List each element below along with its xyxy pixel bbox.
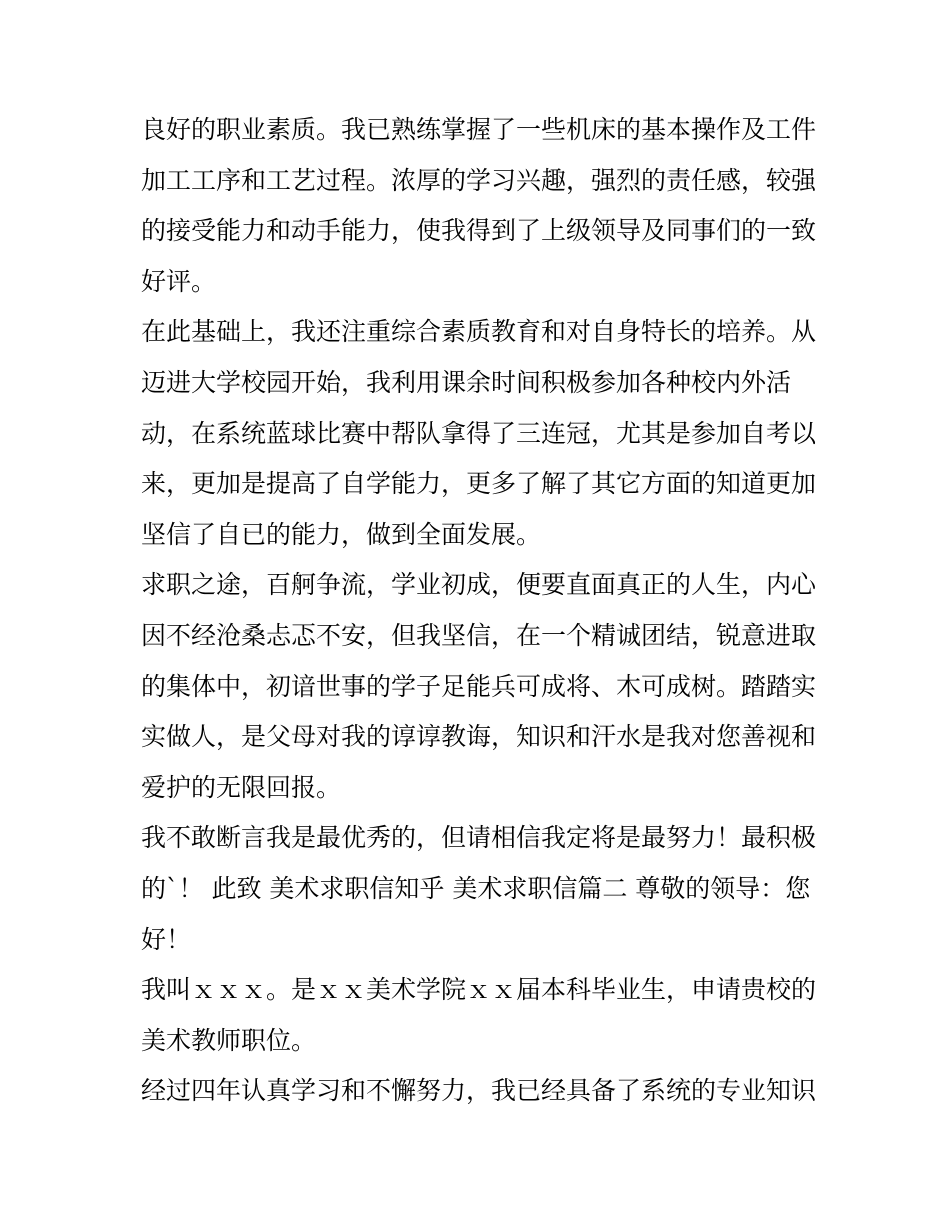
paragraph-5 <box>141 965 831 1066</box>
text-line: 在此基础上，我还注重综合素质教育和对自身特长的培养。从 <box>141 317 817 347</box>
text-line: 爱护的无限回报。 <box>141 772 342 802</box>
text-line: 坚信了自已的能力，做到全面发展。 <box>141 519 542 549</box>
text-line: 求职之途，百舸争流，学业初成，便要直面真正的人生，内心 <box>141 570 817 600</box>
text-line: 动，在系统蓝球比赛中帮队拿得了三连冠，尤其是参加自考以 <box>141 418 817 448</box>
text-line: 好！ <box>141 924 192 954</box>
text-line: 来，更加是提高了自学能力，更多了解了其它方面的知道更加 <box>141 469 817 499</box>
text-line: 实做人，是父母对我的谆谆教诲，知识和汗水是我对您善视和 <box>141 722 817 752</box>
text-line: 经过四年认真学习和不懈努力，我已经具备了系统的专业知识 <box>141 1076 817 1106</box>
paragraph-3 <box>141 560 831 813</box>
text-line: 的`！ 此致 美术求职信知乎 美术求职信篇二 尊敬的领导：您 <box>141 873 811 903</box>
paragraph-6 <box>141 1066 831 1117</box>
text-line: 的集体中，初谙世事的学子足能兵可成将、木可成树。踏踏实 <box>141 671 817 701</box>
text-line: 的接受能力和动手能力，使我得到了上级领导及同事们的一致 <box>141 216 817 246</box>
paragraph-2 <box>141 307 831 560</box>
text-line: 迈进大学校园开始，我利用课余时间积极参加各种校内外活 <box>141 367 792 397</box>
text-line: 我叫ｘｘｘ。是ｘｘ美术学院ｘｘ届本科毕业生，申请贵校的 <box>141 975 817 1005</box>
text-line: 美术教师职位。 <box>141 1025 317 1055</box>
text-line: 因不经沧桑忐忑不安，但我坚信，在一个精诚团结，锐意进取 <box>141 620 817 650</box>
paragraph-4 <box>141 813 831 965</box>
text-line: 好评。 <box>141 266 217 296</box>
text-line: 良好的职业素质。我已熟练掌握了一些机床的基本操作及工件 <box>141 115 817 144</box>
text-line: 我不敢断言我是最优秀的，但请相信我定将是最努力！最积极 <box>141 823 817 853</box>
text-line: 加工工序和工艺过程。浓厚的学习兴趣，强烈的责任感，较强 <box>141 165 817 195</box>
document-body <box>141 105 831 1117</box>
paragraph-1 <box>141 105 831 307</box>
